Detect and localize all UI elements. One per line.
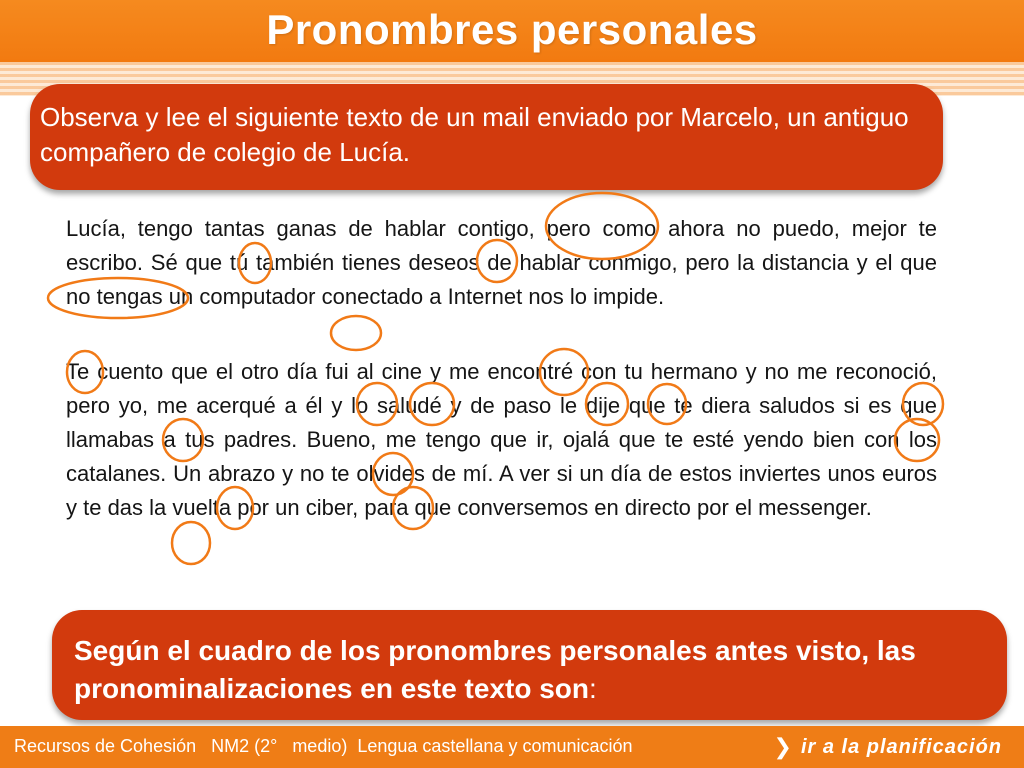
- instruction-text: Observa y lee el siguiente texto de un mail enviado por Marcelo, un antiguo compañero de colegio de Lucía.: [40, 102, 909, 167]
- go-to-planning-link[interactable]: [774, 734, 1003, 760]
- question-body: Según el cuadro de los pronombres personales antes visto, las pronominalizaciones en este texto son: [74, 635, 916, 704]
- email-paragraph-1: Lucía, tengo tantas ganas de hablar contigo, pero como ahora no puedo, mejor te escribo. Sé que tú también tienes deseos de hablar conmigo, pero la distancia y el que no tengas un computador conectado a Internet nos lo impide.: [66, 216, 937, 309]
- chevron-right-icon: ❯: [773, 734, 793, 759]
- email-paragraph-2: Te cuento que el otro día fui al cine y me encontré con tu hermano y no me reconoció, pero yo, me acerqué a él y lo saludé y de paso le dije que te diera saludos si es que llamabas a tus padres. Bueno, me tengo que ir, ojalá que te esté yendo bien con los catalanes. Un abrazo y no te olvides de mí. A ver si un día de estos inviertes unos euros y te das la vuelta por un ciber, para que conversemos en directo por el messenger.: [66, 359, 937, 520]
- circle-nos: [331, 316, 381, 350]
- instruction-box: [30, 84, 943, 190]
- question-text: [74, 632, 984, 708]
- footer-bar: [0, 726, 1024, 768]
- question-colon: :: [589, 673, 597, 704]
- go-to-planning-label: ir a la planificación: [800, 735, 1002, 758]
- circle-te-6: [172, 522, 210, 564]
- slide-title: Pronombres personales: [266, 6, 758, 53]
- question-box: [52, 610, 1007, 720]
- footer-course-info: Recursos de Cohesión NM2 (2° medio) Lengua castellana y comunicación: [14, 736, 633, 756]
